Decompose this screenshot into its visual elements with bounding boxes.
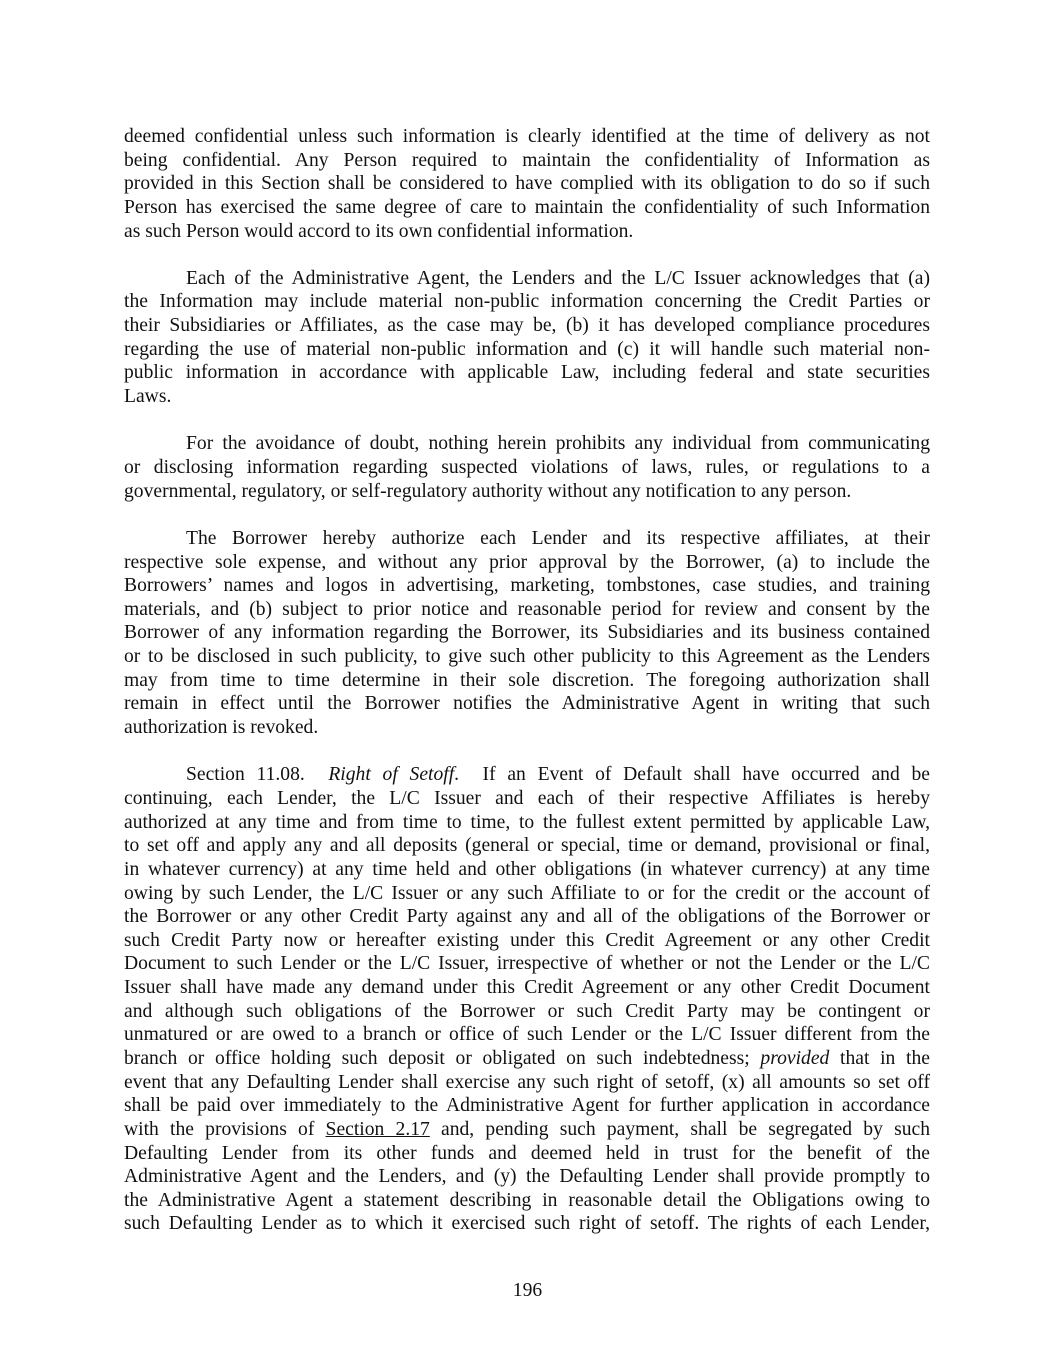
text-line: Issuer shall have made any demand under this Credit Agreement or any other Credit Document [124, 977, 930, 999]
text-line: materials, and (b) subject to prior notice and reasonable period for review and consent by the [124, 598, 930, 620]
text-line: such Credit Party now or hereafter existing under this Credit Agreement or any other Credit [124, 929, 930, 951]
text-line: Person has exercised the same degree of care to maintain the confidentiality of such Information [124, 196, 930, 218]
text-line: and although such obligations of the Borrower or such Credit Party may be contingent or [124, 1000, 930, 1022]
text-line: authorized at any time and from time to time, to the fullest extent permitted by applicable Law, [124, 811, 930, 833]
text-segment: that in the [829, 1047, 930, 1069]
text-line: Laws. [124, 386, 172, 408]
text-line: shall be paid over immediately to the Administrative Agent for further application in accordance [124, 1095, 930, 1117]
text-line [124, 763, 930, 787]
section-reference: Section 2.17 [325, 1118, 430, 1140]
text-line: Borrower of any information regarding the Borrower, its Subsidiaries and its business contained [124, 622, 930, 644]
text-line: event that any Defaulting Lender shall exercise any such right of setoff, (x) all amounts so set off [124, 1071, 930, 1093]
text-line: remain in effect until the Borrower notifies the Administrative Agent in writing that such [124, 693, 930, 715]
text-segment: . If an Event of Default shall have occurred and be [454, 764, 930, 786]
text-line: Defaulting Lender from its other funds and deemed held in trust for the benefit of the [124, 1142, 930, 1164]
text-line: deemed confidential unless such information is clearly identified at the time of delivery as not [124, 126, 930, 147]
text-line [124, 1118, 930, 1142]
text-line: in whatever currency) at any time held and other obligations (in whatever currency) at any time [124, 858, 930, 880]
text-line: authorization is revoked. [124, 717, 319, 739]
text-line: Document to such Lender or the L/C Issuer, irrespective of whether or not the Lender or the L/C [124, 953, 930, 975]
paragraph [124, 125, 930, 243]
text-line: Borrowers’ names and logos in advertising, marketing, tombstones, case studies, and training [124, 575, 930, 597]
text-line: respective sole expense, and without any prior approval by the Borrower, (a) to include the [124, 551, 930, 573]
text-segment: Section 11.08. [186, 764, 329, 786]
text-line: to set off and apply any and all deposits (general or special, time or demand, provisional or final, [124, 835, 930, 857]
text-line: such Defaulting Lender as to which it exercised such right of setoff. The rights of each Lender, [124, 1213, 930, 1235]
text-line: public information in accordance with applicable Law, including federal and state securities [124, 362, 930, 384]
text-line: regarding the use of material non-public information and (c) it will handle such material non- [124, 338, 930, 360]
italic-term: Right of Setoff [328, 764, 455, 786]
text-line: being confidential. Any Person required to maintain the confidentiality of Information as [124, 149, 930, 171]
text-line: unmatured or are owed to a branch or office of such Lender or the L/C Issuer different from the [124, 1024, 930, 1046]
paragraph [124, 763, 930, 1236]
text-line [124, 1047, 930, 1071]
text-line: or to be disclosed in such publicity, to give such other publicity to this Agreement as the Lenders [124, 646, 930, 668]
text-line: as such Person would accord to its own confidential information. [124, 220, 634, 242]
paragraph [124, 267, 930, 409]
text-line: Each of the Administrative Agent, the Lenders and the L/C Issuer acknowledges that (a) [186, 267, 930, 289]
text-line: owing by such Lender, the L/C Issuer or any such Affiliate to or for the credit or the account of [124, 882, 930, 904]
text-line: Administrative Agent and the Lenders, and (y) the Defaulting Lender shall provide promptly to [124, 1166, 930, 1188]
text-line: the Borrower or any other Credit Party against any and all of the obligations of the Borrower or [124, 906, 930, 928]
page-number: 196 [512, 1280, 543, 1301]
text-line: or disclosing information regarding suspected violations of laws, rules, or regulations to a [124, 456, 930, 478]
italic-term: provided [760, 1047, 830, 1069]
paragraph [124, 432, 930, 503]
text-line: governmental, regulatory, or self-regulatory authority without any notification to any person. [124, 480, 852, 502]
text-line: the Administrative Agent a statement describing in reasonable detail the Obligations owing to [124, 1189, 930, 1211]
document-body [124, 125, 930, 1260]
text-line: The Borrower hereby authorize each Lender and its respective affiliates, at their [186, 527, 930, 549]
text-line: For the avoidance of doubt, nothing herein prohibits any individual from communicating [186, 433, 930, 455]
text-segment: with the provisions of [124, 1118, 326, 1140]
text-segment: and, pending such payment, shall be segregated by such [429, 1118, 930, 1140]
text-segment: branch or office holding such deposit or obligated on such indebtedness; [124, 1047, 761, 1069]
paragraph [124, 527, 930, 740]
text-line: may from time to time determine in their sole discretion. The foregoing authorization shall [124, 669, 930, 691]
text-line: provided in this Section shall be considered to have complied with its obligation to do so if such [124, 173, 930, 195]
text-line: their Subsidiaries or Affiliates, as the case may be, (b) it has developed compliance procedures [124, 315, 930, 337]
text-line: the Information may include material non-public information concerning the Credit Parties or [124, 291, 930, 313]
text-line: continuing, each Lender, the L/C Issuer and each of their respective Affiliates is hereby [124, 787, 930, 809]
